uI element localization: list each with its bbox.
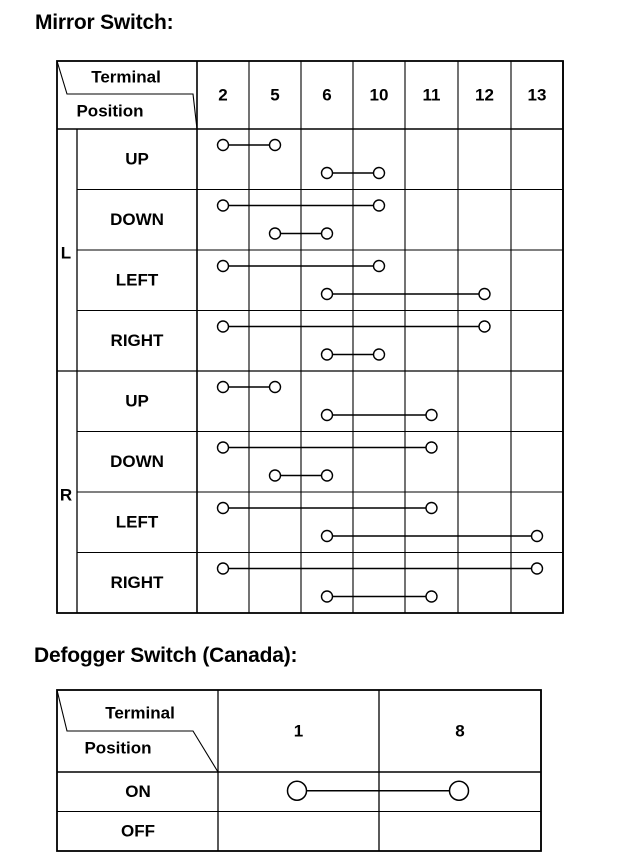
header-terminal-label: Terminal — [91, 67, 161, 87]
header-terminal-label: Terminal — [105, 703, 175, 723]
header-diagonal — [57, 690, 218, 772]
terminal-label: 8 — [455, 721, 465, 741]
terminal-label: 12 — [475, 85, 494, 105]
side-label: L — [60, 243, 72, 263]
terminal-label: 10 — [369, 85, 389, 105]
position-label: DOWN — [110, 452, 164, 472]
position-label: OFF — [121, 821, 155, 841]
position-label: LEFT — [115, 512, 159, 532]
terminal-contact — [288, 781, 307, 800]
terminal-label: 13 — [527, 85, 547, 105]
terminal-label: 1 — [293, 721, 304, 741]
position-label: UP — [125, 391, 149, 411]
position-label: ON — [125, 782, 151, 802]
header-position-label: Position — [84, 738, 152, 758]
terminal-label: 5 — [270, 85, 280, 105]
terminal-label: 2 — [218, 85, 228, 105]
terminal-label: 11 — [422, 85, 441, 105]
position-label: LEFT — [115, 270, 159, 290]
position-label: UP — [125, 149, 149, 169]
position-label: DOWN — [110, 210, 164, 230]
header-position-label: Position — [76, 101, 144, 121]
side-label: R — [59, 485, 73, 505]
defogger-switch-heading: Defogger Switch (Canada): — [34, 644, 298, 667]
terminal-contact — [450, 781, 469, 800]
position-label: RIGHT — [110, 331, 164, 351]
terminal-label: 6 — [322, 85, 332, 105]
mirror-switch-heading: Mirror Switch: — [35, 11, 174, 34]
position-label: RIGHT — [110, 573, 164, 593]
